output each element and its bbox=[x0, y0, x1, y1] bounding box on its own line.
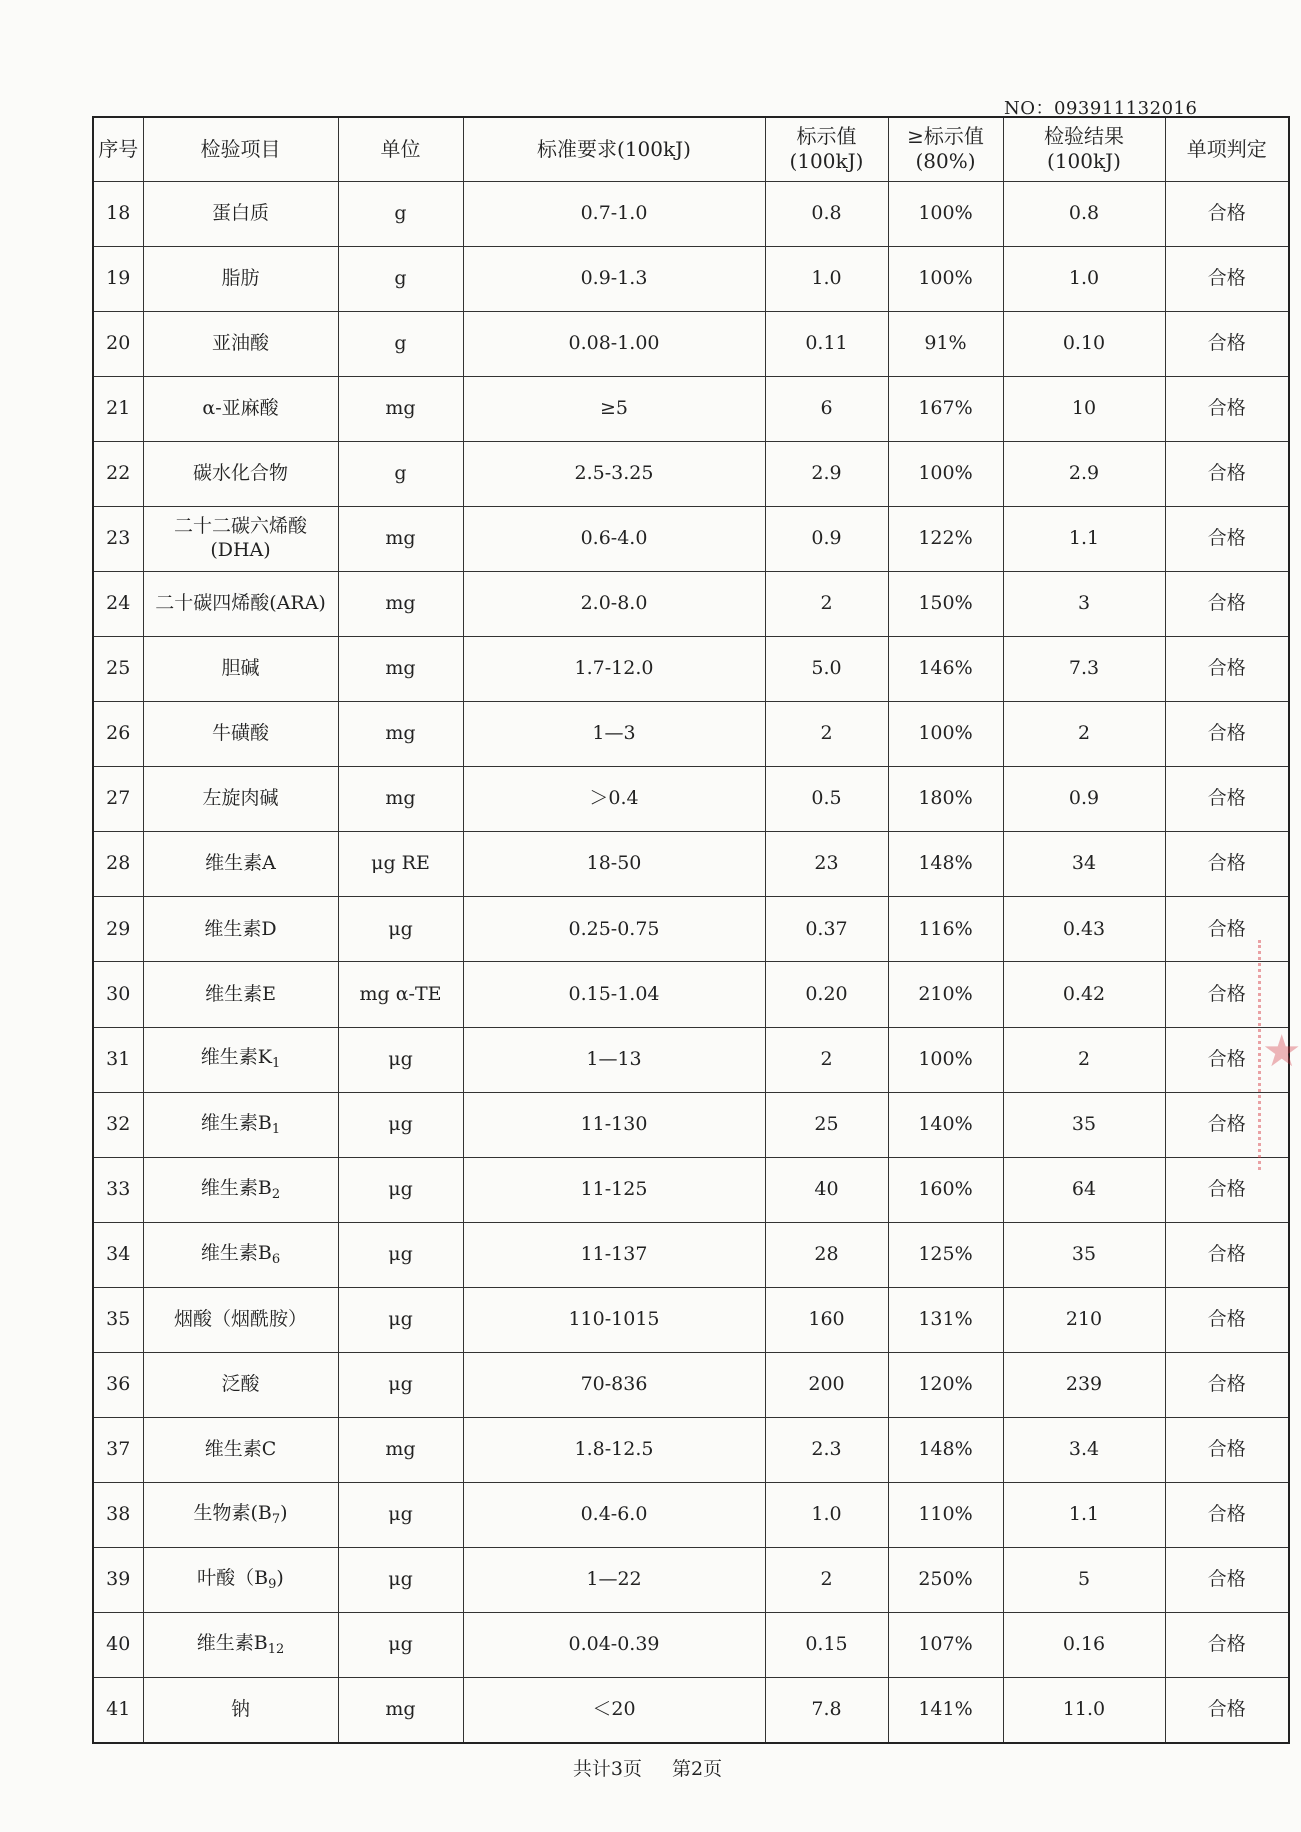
cell-unit: g bbox=[338, 181, 463, 246]
item-subscript: 2 bbox=[271, 1186, 281, 1202]
cell-seq: 41 bbox=[93, 1678, 143, 1743]
cell-labeled: 2.3 bbox=[765, 1417, 888, 1482]
item-name: 脂肪 bbox=[221, 266, 260, 289]
cell-item bbox=[143, 1222, 338, 1287]
cell-result: 1.0 bbox=[1003, 246, 1165, 311]
item-subscript: 7 bbox=[271, 1511, 281, 1527]
cell-unit: μg bbox=[338, 1157, 463, 1222]
cell-seq: 32 bbox=[93, 1092, 143, 1157]
table-row bbox=[93, 637, 1289, 702]
cell-ratio: 100% bbox=[888, 246, 1003, 311]
table-row bbox=[93, 1287, 1289, 1352]
item-name: 胆碱 bbox=[221, 657, 260, 680]
item-name: α-亚麻酸 bbox=[202, 396, 279, 419]
cell-standard: 2.0-8.0 bbox=[463, 571, 765, 636]
cell-seq: 20 bbox=[93, 311, 143, 376]
cell-verdict: 合格 bbox=[1165, 1548, 1289, 1613]
cell-ratio: 146% bbox=[888, 637, 1003, 702]
cell-unit: μg RE bbox=[338, 832, 463, 897]
item-name: 维生素B bbox=[200, 1176, 272, 1199]
cell-seq: 21 bbox=[93, 376, 143, 441]
cell-unit: μg bbox=[338, 1287, 463, 1352]
cell-labeled: 2 bbox=[765, 1027, 888, 1092]
cell-standard: ≥5 bbox=[463, 376, 765, 441]
header-ratio bbox=[888, 117, 1003, 181]
table-row bbox=[93, 1027, 1289, 1092]
header-labeled-line2: (100kJ) bbox=[789, 149, 864, 174]
table-row bbox=[93, 1157, 1289, 1222]
item-name: 蛋白质 bbox=[211, 201, 269, 224]
header-result bbox=[1003, 117, 1165, 181]
item-name: 维生素K bbox=[200, 1046, 272, 1069]
report-number: NO：093911132016 bbox=[1004, 98, 1198, 119]
cell-seq: 23 bbox=[93, 506, 143, 571]
table-row bbox=[93, 506, 1289, 571]
cell-result: 0.9 bbox=[1003, 767, 1165, 832]
cell-labeled: 2 bbox=[765, 702, 888, 767]
header-standard: 标准要求(100kJ) bbox=[463, 117, 765, 181]
item-name: 钠 bbox=[230, 1698, 250, 1721]
cell-standard: 11-125 bbox=[463, 1157, 765, 1222]
cell-ratio: 107% bbox=[888, 1613, 1003, 1678]
cell-item bbox=[143, 441, 338, 506]
cell-verdict: 合格 bbox=[1165, 571, 1289, 636]
cell-labeled: 28 bbox=[765, 1222, 888, 1287]
item-name: 维生素E bbox=[205, 982, 276, 1005]
cell-standard: 0.08-1.00 bbox=[463, 311, 765, 376]
cell-ratio: 160% bbox=[888, 1157, 1003, 1222]
cell-verdict: 合格 bbox=[1165, 1483, 1289, 1548]
cell-result: 0.8 bbox=[1003, 181, 1165, 246]
cell-verdict: 合格 bbox=[1165, 897, 1289, 962]
cell-unit: mg bbox=[338, 637, 463, 702]
item-name: 维生素C bbox=[204, 1438, 277, 1461]
header-labeled bbox=[765, 117, 888, 181]
cell-ratio: 125% bbox=[888, 1222, 1003, 1287]
cell-unit: μg bbox=[338, 897, 463, 962]
header-ratio-line1: ≥标示值 bbox=[907, 124, 984, 149]
cell-verdict: 合格 bbox=[1165, 962, 1289, 1027]
cell-ratio: 167% bbox=[888, 376, 1003, 441]
item-subscript: 1 bbox=[271, 1121, 281, 1137]
cell-result: 0.16 bbox=[1003, 1613, 1165, 1678]
table-row bbox=[93, 767, 1289, 832]
cell-result: 3 bbox=[1003, 571, 1165, 636]
cell-result: 11.0 bbox=[1003, 1678, 1165, 1743]
cell-standard: 0.04-0.39 bbox=[463, 1613, 765, 1678]
cell-ratio: 210% bbox=[888, 962, 1003, 1027]
item-name: 牛磺酸 bbox=[211, 722, 269, 745]
table-row bbox=[93, 702, 1289, 767]
item-name: 叶酸（B bbox=[197, 1567, 269, 1590]
cell-ratio: 150% bbox=[888, 571, 1003, 636]
cell-labeled: 200 bbox=[765, 1352, 888, 1417]
table-header-row bbox=[93, 117, 1289, 181]
cell-unit: mg bbox=[338, 702, 463, 767]
cell-labeled: 0.15 bbox=[765, 1613, 888, 1678]
cell-seq: 27 bbox=[93, 767, 143, 832]
cell-seq: 37 bbox=[93, 1417, 143, 1482]
cell-labeled: 5.0 bbox=[765, 637, 888, 702]
cell-verdict: 合格 bbox=[1165, 1613, 1289, 1678]
item-tail: ) bbox=[280, 1501, 288, 1524]
cell-item bbox=[143, 1417, 338, 1482]
cell-ratio: 250% bbox=[888, 1548, 1003, 1613]
cell-labeled: 40 bbox=[765, 1157, 888, 1222]
cell-item bbox=[143, 181, 338, 246]
cell-result: 2 bbox=[1003, 702, 1165, 767]
cell-item bbox=[143, 376, 338, 441]
cell-ratio: 141% bbox=[888, 1678, 1003, 1743]
table-row bbox=[93, 897, 1289, 962]
cell-ratio: 148% bbox=[888, 1417, 1003, 1482]
table-row bbox=[93, 1613, 1289, 1678]
table-row bbox=[93, 181, 1289, 246]
cell-labeled: 2 bbox=[765, 1548, 888, 1613]
cell-standard: 70-836 bbox=[463, 1352, 765, 1417]
item-name: 二十碳四烯酸(ARA) bbox=[155, 592, 326, 615]
cell-seq: 39 bbox=[93, 1548, 143, 1613]
cell-verdict: 合格 bbox=[1165, 637, 1289, 702]
cell-verdict: 合格 bbox=[1165, 311, 1289, 376]
cell-item bbox=[143, 897, 338, 962]
item-subscript: 9 bbox=[268, 1577, 277, 1593]
cell-seq: 36 bbox=[93, 1352, 143, 1417]
cell-item bbox=[143, 311, 338, 376]
cell-item bbox=[143, 962, 338, 1027]
table-row bbox=[93, 1417, 1289, 1482]
cell-standard: 0.25-0.75 bbox=[463, 897, 765, 962]
cell-unit: μg bbox=[338, 1222, 463, 1287]
header-result-line1: 检验结果 bbox=[1044, 124, 1124, 149]
cell-unit: mg bbox=[338, 506, 463, 571]
item-name: 生物素(B bbox=[193, 1501, 272, 1524]
cell-seq: 35 bbox=[93, 1287, 143, 1352]
cell-unit: g bbox=[338, 441, 463, 506]
cell-result: 0.43 bbox=[1003, 897, 1165, 962]
cell-labeled: 25 bbox=[765, 1092, 888, 1157]
cell-ratio: 116% bbox=[888, 897, 1003, 962]
table-row bbox=[93, 1548, 1289, 1613]
footer-total-pages: 共计3页 bbox=[572, 1758, 642, 1780]
cell-seq: 22 bbox=[93, 441, 143, 506]
cell-item bbox=[143, 637, 338, 702]
cell-ratio: 100% bbox=[888, 441, 1003, 506]
cell-result: 34 bbox=[1003, 832, 1165, 897]
cell-item bbox=[143, 1352, 338, 1417]
cell-labeled: 0.8 bbox=[765, 181, 888, 246]
cell-verdict: 合格 bbox=[1165, 1092, 1289, 1157]
footer-page-number: 第2页 bbox=[672, 1758, 723, 1780]
cell-ratio: 100% bbox=[888, 181, 1003, 246]
cell-unit: mg α-TE bbox=[338, 962, 463, 1027]
item-subscript: 6 bbox=[271, 1251, 281, 1267]
table-row bbox=[93, 1352, 1289, 1417]
item-name: 碳水化合物 bbox=[192, 461, 288, 484]
cell-item bbox=[143, 832, 338, 897]
cell-result: 7.3 bbox=[1003, 637, 1165, 702]
cell-labeled: 0.20 bbox=[765, 962, 888, 1027]
cell-verdict: 合格 bbox=[1165, 702, 1289, 767]
header-result-line2: (100kJ) bbox=[1047, 149, 1121, 174]
cell-unit: μg bbox=[338, 1092, 463, 1157]
cell-result: 10 bbox=[1003, 376, 1165, 441]
cell-ratio: 120% bbox=[888, 1352, 1003, 1417]
cell-standard: 1—3 bbox=[463, 702, 765, 767]
cell-ratio: 100% bbox=[888, 702, 1003, 767]
cell-labeled: 160 bbox=[765, 1287, 888, 1352]
cell-standard: ＞0.4 bbox=[463, 767, 765, 832]
cell-labeled: 1.0 bbox=[765, 246, 888, 311]
cell-unit: μg bbox=[338, 1027, 463, 1092]
table-row bbox=[93, 1222, 1289, 1287]
cell-ratio: 122% bbox=[888, 506, 1003, 571]
table-body bbox=[93, 181, 1289, 1743]
cell-standard: 11-137 bbox=[463, 1222, 765, 1287]
cell-result: 0.10 bbox=[1003, 311, 1165, 376]
cell-seq: 25 bbox=[93, 637, 143, 702]
header-labeled-line1: 标示值 bbox=[796, 124, 857, 149]
cell-verdict: 合格 bbox=[1165, 246, 1289, 311]
cell-result: 1.1 bbox=[1003, 506, 1165, 571]
cell-labeled: 0.11 bbox=[765, 311, 888, 376]
cell-unit: g bbox=[338, 246, 463, 311]
cell-result: 2 bbox=[1003, 1027, 1165, 1092]
cell-seq: 28 bbox=[93, 832, 143, 897]
cell-standard: 18-50 bbox=[463, 832, 765, 897]
item-name: 亚油酸 bbox=[211, 331, 269, 354]
cell-ratio: 100% bbox=[888, 1027, 1003, 1092]
cell-result: 0.42 bbox=[1003, 962, 1165, 1027]
cell-labeled: 0.5 bbox=[765, 767, 888, 832]
header-ratio-line2: (80%) bbox=[915, 149, 976, 174]
cell-verdict: 合格 bbox=[1165, 441, 1289, 506]
cell-labeled: 0.37 bbox=[765, 897, 888, 962]
cell-ratio: 131% bbox=[888, 1287, 1003, 1352]
item-subscript: 12 bbox=[267, 1642, 285, 1658]
cell-unit: mg bbox=[338, 571, 463, 636]
cell-result: 5 bbox=[1003, 1548, 1165, 1613]
cell-seq: 38 bbox=[93, 1483, 143, 1548]
cell-labeled: 7.8 bbox=[765, 1678, 888, 1743]
inspection-table bbox=[92, 116, 1290, 1744]
cell-result: 35 bbox=[1003, 1092, 1165, 1157]
cell-verdict: 合格 bbox=[1165, 832, 1289, 897]
item-name-line2: (DHA) bbox=[210, 538, 271, 561]
cell-standard: 110-1015 bbox=[463, 1287, 765, 1352]
cell-seq: 34 bbox=[93, 1222, 143, 1287]
item-name: 二十二碳六烯酸 bbox=[173, 515, 307, 538]
cell-standard: 0.15-1.04 bbox=[463, 962, 765, 1027]
cell-unit: mg bbox=[338, 1417, 463, 1482]
cell-unit: μg bbox=[338, 1548, 463, 1613]
cell-item bbox=[143, 1157, 338, 1222]
cell-item bbox=[143, 1548, 338, 1613]
cell-seq: 19 bbox=[93, 246, 143, 311]
cell-result: 3.4 bbox=[1003, 1417, 1165, 1482]
header-unit: 单位 bbox=[338, 117, 463, 181]
cell-labeled: 0.9 bbox=[765, 506, 888, 571]
cell-standard: 2.5-3.25 bbox=[463, 441, 765, 506]
cell-verdict: 合格 bbox=[1165, 1222, 1289, 1287]
cell-result: 1.1 bbox=[1003, 1483, 1165, 1548]
cell-standard: 1.7-12.0 bbox=[463, 637, 765, 702]
cell-seq: 40 bbox=[93, 1613, 143, 1678]
table-row bbox=[93, 441, 1289, 506]
cell-standard: 1.8-12.5 bbox=[463, 1417, 765, 1482]
cell-unit: g bbox=[338, 311, 463, 376]
cell-item bbox=[143, 1613, 338, 1678]
cell-item bbox=[143, 1287, 338, 1352]
cell-seq: 26 bbox=[93, 702, 143, 767]
cell-verdict: 合格 bbox=[1165, 1287, 1289, 1352]
cell-labeled: 23 bbox=[765, 832, 888, 897]
cell-verdict: 合格 bbox=[1165, 181, 1289, 246]
cell-item bbox=[143, 506, 338, 571]
item-name: 维生素B bbox=[200, 1111, 272, 1134]
cell-result: 239 bbox=[1003, 1352, 1165, 1417]
cell-ratio: 91% bbox=[888, 311, 1003, 376]
cell-verdict: 合格 bbox=[1165, 376, 1289, 441]
cell-standard: 0.6-4.0 bbox=[463, 506, 765, 571]
cell-verdict: 合格 bbox=[1165, 1027, 1289, 1092]
item-name: 维生素B bbox=[196, 1632, 268, 1655]
cell-unit: μg bbox=[338, 1483, 463, 1548]
cell-seq: 33 bbox=[93, 1157, 143, 1222]
cell-seq: 30 bbox=[93, 962, 143, 1027]
cell-seq: 29 bbox=[93, 897, 143, 962]
table-row bbox=[93, 376, 1289, 441]
cell-ratio: 148% bbox=[888, 832, 1003, 897]
cell-standard: 1—13 bbox=[463, 1027, 765, 1092]
cell-standard: 11-130 bbox=[463, 1092, 765, 1157]
cell-seq: 18 bbox=[93, 181, 143, 246]
cell-verdict: 合格 bbox=[1165, 1678, 1289, 1743]
cell-unit: mg bbox=[338, 376, 463, 441]
cell-result: 2.9 bbox=[1003, 441, 1165, 506]
table-row bbox=[93, 311, 1289, 376]
cell-item bbox=[143, 1483, 338, 1548]
cell-item bbox=[143, 246, 338, 311]
cell-result: 210 bbox=[1003, 1287, 1165, 1352]
cell-unit: μg bbox=[338, 1613, 463, 1678]
cell-unit: mg bbox=[338, 1678, 463, 1743]
cell-labeled: 1.0 bbox=[765, 1483, 888, 1548]
cell-item bbox=[143, 571, 338, 636]
table-row bbox=[93, 962, 1289, 1027]
seal-star-icon: ★ bbox=[1262, 1026, 1301, 1077]
cell-ratio: 110% bbox=[888, 1483, 1003, 1548]
header-seq: 序号 bbox=[93, 117, 143, 181]
cell-standard: 0.7-1.0 bbox=[463, 181, 765, 246]
cell-standard: 1—22 bbox=[463, 1548, 765, 1613]
cell-seq: 31 bbox=[93, 1027, 143, 1092]
cell-item bbox=[143, 1092, 338, 1157]
item-name: 烟酸（烟酰胺） bbox=[173, 1307, 307, 1330]
item-tail: ) bbox=[276, 1567, 284, 1590]
item-name: 左旋肉碱 bbox=[202, 787, 279, 810]
cell-verdict: 合格 bbox=[1165, 1417, 1289, 1482]
cell-verdict: 合格 bbox=[1165, 1157, 1289, 1222]
cell-standard: ＜20 bbox=[463, 1678, 765, 1743]
header-item: 检验项目 bbox=[143, 117, 338, 181]
item-name: 维生素D bbox=[204, 917, 277, 940]
page-footer bbox=[0, 1754, 1295, 1781]
item-name: 维生素B bbox=[200, 1241, 272, 1264]
item-name: 维生素A bbox=[205, 852, 276, 875]
cell-item bbox=[143, 767, 338, 832]
table-row bbox=[93, 571, 1289, 636]
item-name: 泛酸 bbox=[221, 1373, 260, 1396]
cell-item bbox=[143, 702, 338, 767]
cell-item bbox=[143, 1027, 338, 1092]
cell-result: 35 bbox=[1003, 1222, 1165, 1287]
table-row bbox=[93, 1092, 1289, 1157]
table-row bbox=[93, 1483, 1289, 1548]
cell-standard: 0.4-6.0 bbox=[463, 1483, 765, 1548]
cell-labeled: 2.9 bbox=[765, 441, 888, 506]
header-verdict: 单项判定 bbox=[1165, 117, 1289, 181]
item-subscript: 1 bbox=[271, 1056, 281, 1072]
cell-ratio: 180% bbox=[888, 767, 1003, 832]
cell-seq: 24 bbox=[93, 571, 143, 636]
cell-unit: mg bbox=[338, 767, 463, 832]
table-row bbox=[93, 246, 1289, 311]
cell-verdict: 合格 bbox=[1165, 1352, 1289, 1417]
cell-verdict: 合格 bbox=[1165, 767, 1289, 832]
cell-labeled: 6 bbox=[765, 376, 888, 441]
cell-standard: 0.9-1.3 bbox=[463, 246, 765, 311]
cell-result: 64 bbox=[1003, 1157, 1165, 1222]
cell-unit: μg bbox=[338, 1352, 463, 1417]
cell-ratio: 140% bbox=[888, 1092, 1003, 1157]
table-row bbox=[93, 1678, 1289, 1743]
cell-item bbox=[143, 1678, 338, 1743]
cell-verdict: 合格 bbox=[1165, 506, 1289, 571]
cell-labeled: 2 bbox=[765, 571, 888, 636]
table-row bbox=[93, 832, 1289, 897]
